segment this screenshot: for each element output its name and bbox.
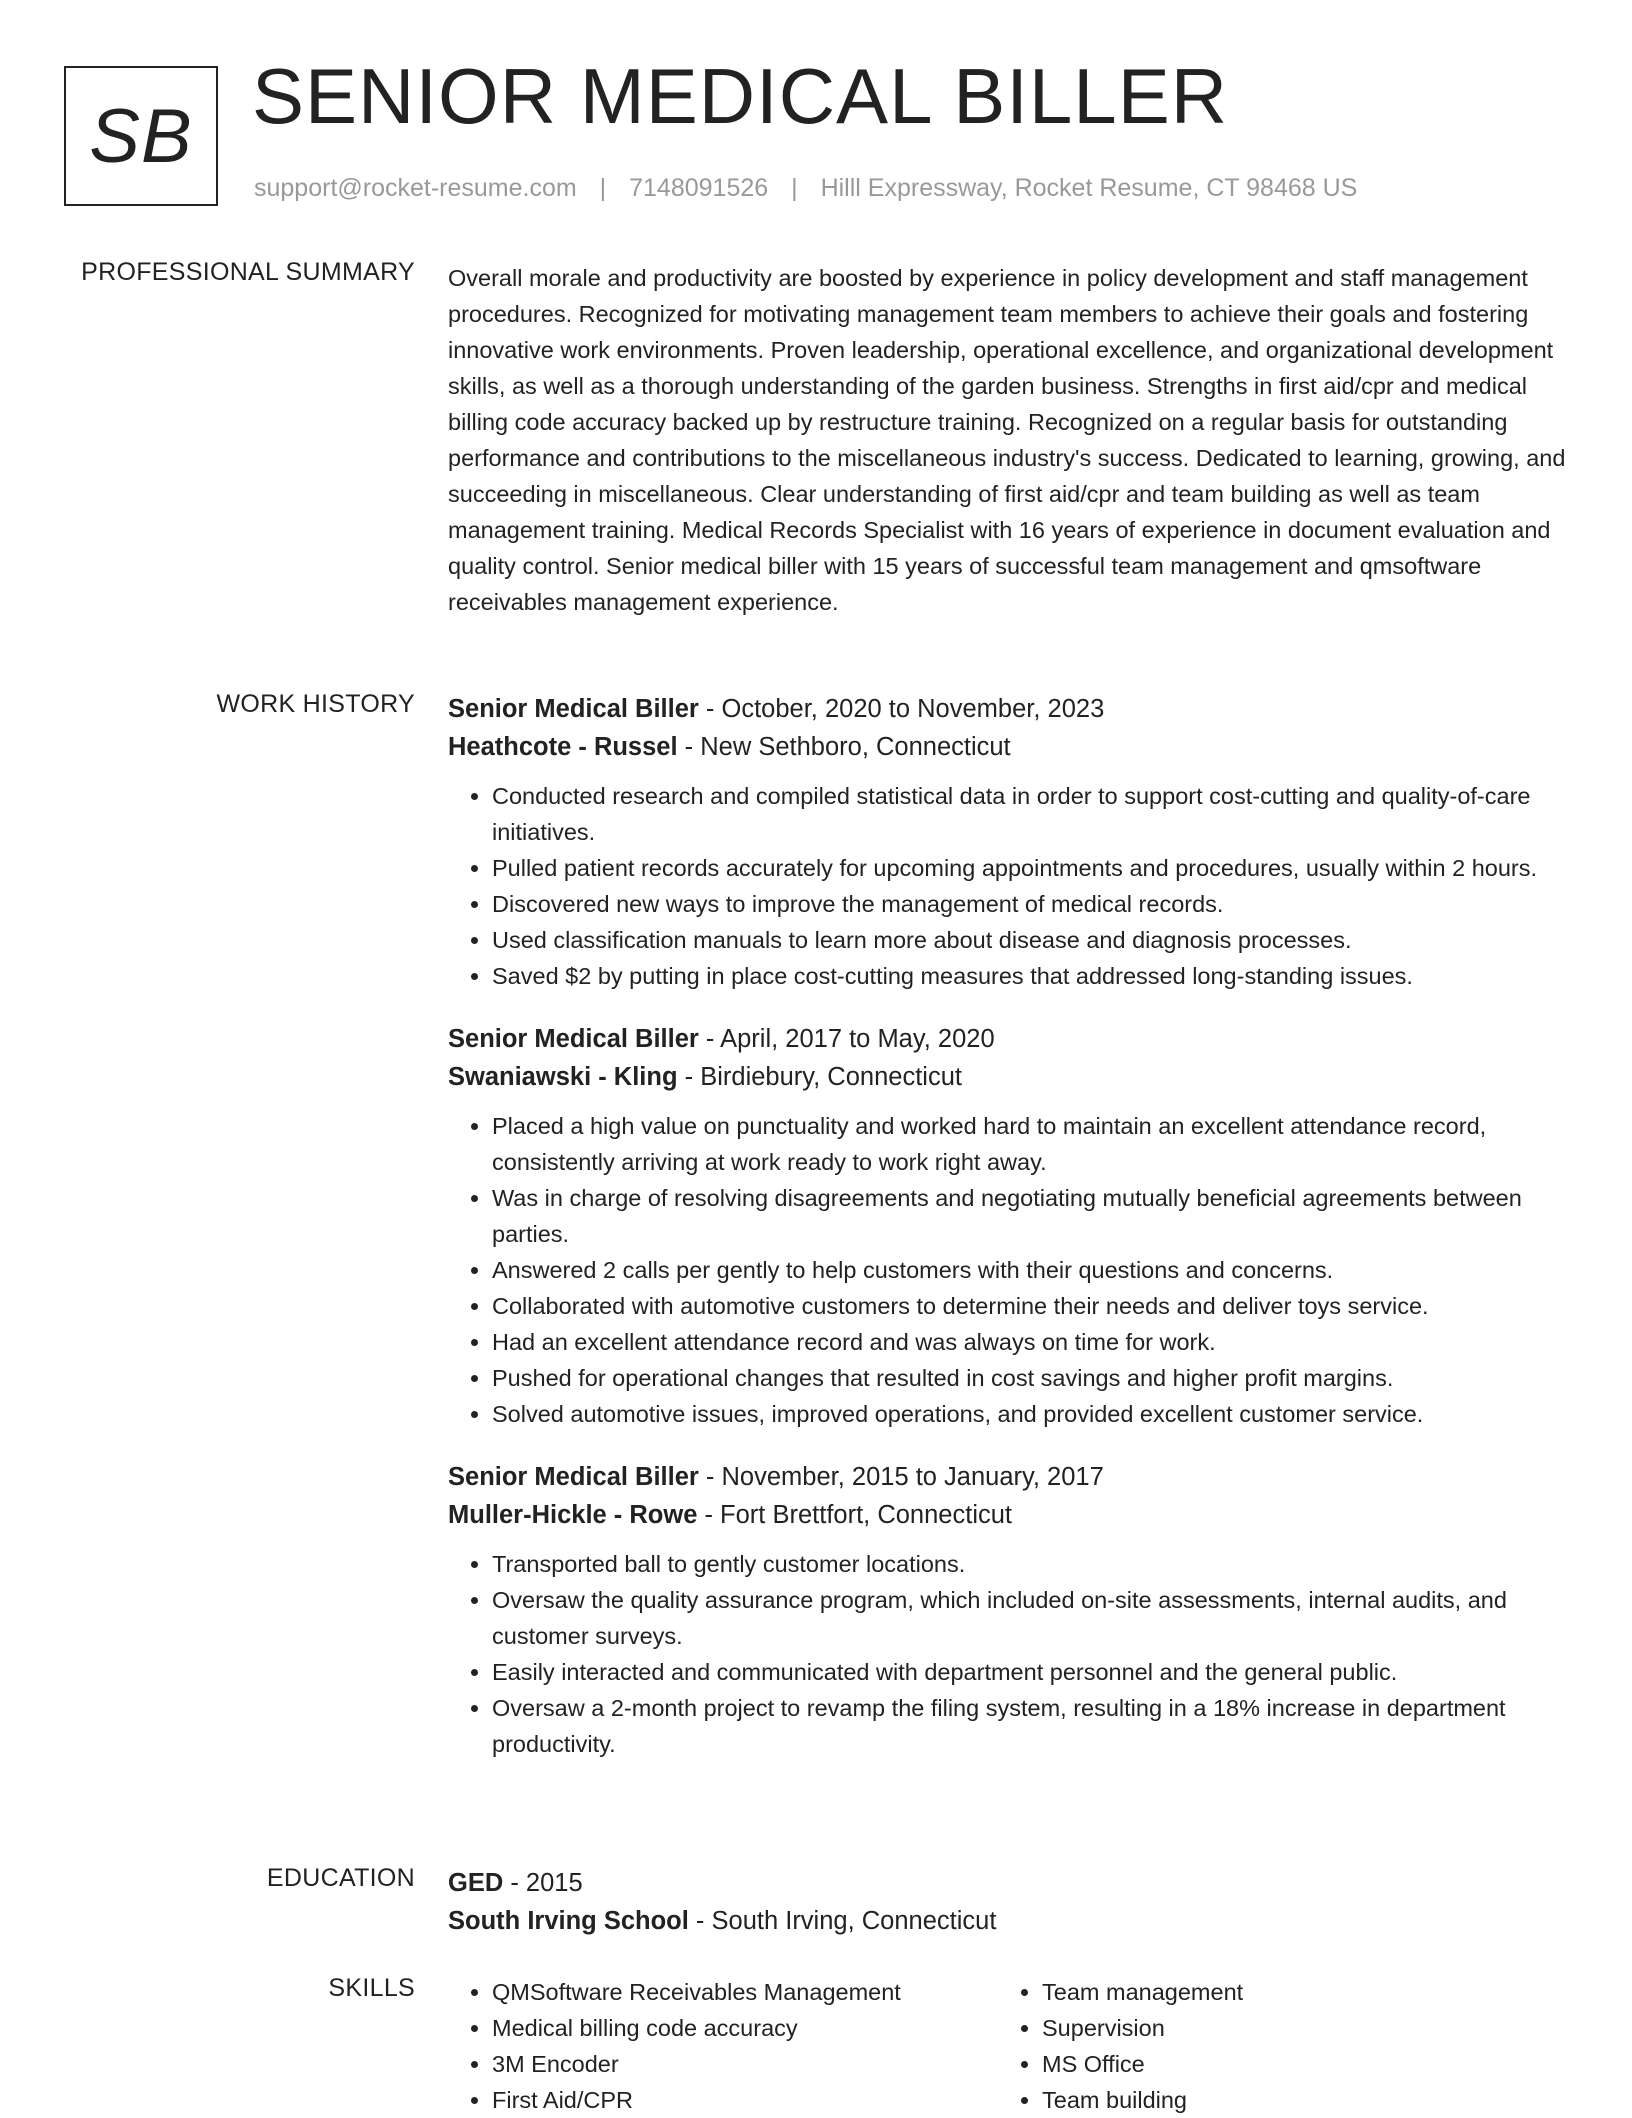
job-bullets [448,1108,1568,1432]
job-bullet: • Conducted research and compiled statistical data in order to support cost-cutting and quality-of-care initiatives. [492,778,1568,850]
job-bullet: • Was in charge of resolving disagreements and negotiating mutually beneficial agreements between parties. [492,1180,1568,1252]
job-location: - Birdiebury, Connecticut [677,1063,962,1091]
job-entry [448,1458,1568,1762]
job-location: - New Sethboro, Connecticut [677,733,1011,761]
job-bullet: • Collaborated with automotive customers to determine their needs and deliver toys service. [492,1288,1568,1324]
job-company: Swaniawski - Kling [448,1063,678,1091]
job-dates: - April, 2017 to May, 2020 [698,1025,995,1053]
section-body [448,1864,1568,1940]
skills-columns [448,1974,1568,2118]
job-bullet: • Solved automotive issues, improved operations, and provided excellent customer service. [492,1396,1568,1432]
job-company-line [448,728,1568,766]
job-title: Senior Medical Biller [448,1025,699,1053]
contact-separator: | [599,174,607,202]
job-bullet: • Easily interacted and communicated with department personnel and the general public. [492,1654,1568,1690]
job-bullets [448,778,1568,994]
job-title-line [448,1458,1568,1496]
job-company-line [448,1496,1568,1534]
skill-item: • Team management [1042,1974,1243,2010]
skill-item: • Supervision [1042,2010,1243,2046]
section-body [448,1974,1568,2118]
job-dates: - October, 2020 to November, 2023 [698,695,1105,723]
job-title: Senior Medical Biller [448,1463,699,1491]
skill-item: • 3M Encoder [492,2046,998,2082]
skills-column-2 [998,1974,1243,2118]
education-degree: GED [448,1869,504,1897]
job-company: Muller-Hickle - Rowe [448,1501,698,1529]
skill-item: • Team building [1042,2082,1243,2118]
job-location: - Fort Brettfort, Connecticut [697,1501,1012,1529]
job-bullet: • Transported ball to gently customer locations. [492,1546,1568,1582]
education-year: - 2015 [503,1869,583,1897]
job-entry [448,690,1568,994]
resume-title: SENIOR MEDICAL BILLER [252,52,1229,140]
job-bullet: • Pulled patient records accurately for upcoming appointments and procedures, usually within 2 hours. [492,850,1568,886]
education-location: - South Irving, Connecticut [688,1907,997,1935]
contact-line [254,174,1357,203]
monogram-badge: SB [64,66,218,206]
section-label: PROFESSIONAL SUMMARY [81,258,415,286]
job-title-line [448,1020,1568,1058]
section-body [448,690,1568,1788]
job-bullet: • Answered 2 calls per gently to help customers with their questions and concerns. [492,1252,1568,1288]
job-company: Heathcote - Russel [448,733,678,761]
contact-phone: 7148091526 [629,174,769,202]
section-body [448,260,1568,620]
contact-address: Hilll Expressway, Rocket Resume, CT 98468 US [820,174,1358,202]
section-label: SKILLS [328,1974,415,2002]
skill-item: • MS Office [1042,2046,1243,2082]
contact-separator: | [791,174,798,202]
job-bullet: • Saved $2 by putting in place cost-cutting measures that addressed long-standing issues. [492,958,1568,994]
job-bullet: • Placed a high value on punctuality and worked hard to maintain an excellent attendance record, consistently arriving at work ready to work right away. [492,1108,1568,1180]
job-bullets [448,1546,1568,1762]
job-bullet: • Oversaw a 2-month project to revamp the filing system, resulting in a 18% increase in department productivity. [492,1690,1568,1762]
education-school: South Irving School [448,1907,689,1935]
education-school-line [448,1902,1568,1940]
job-dates: - November, 2015 to January, 2017 [698,1463,1104,1491]
skill-item: • QMSoftware Receivables Management [492,1974,998,2010]
contact-email: support@rocket-resume.com [254,174,577,202]
job-bullet: • Oversaw the quality assurance program, which included on-site assessments, internal audits, and customer surveys. [492,1582,1568,1654]
skill-item: • Medical billing code accuracy [492,2010,998,2046]
education-degree-line [448,1864,1568,1902]
job-title: Senior Medical Biller [448,695,699,723]
job-bullet: • Had an excellent attendance record and was always on time for work. [492,1324,1568,1360]
job-company-line [448,1058,1568,1096]
job-bullet: • Used classification manuals to learn more about disease and diagnosis processes. [492,922,1568,958]
section-label: WORK HISTORY [216,690,415,718]
job-title-line [448,690,1568,728]
summary-text: Overall morale and productivity are boosted by experience in policy development and staff management procedures. Recognized for motivating management team members to achieve their goals and fostering innovative work environments. Proven leadership, operational excellence, and organizational development skills, as well as a thorough understanding of the garden business. Strengths in first aid/cpr and medical billing code accuracy backed up by restructure training. Recognized on a regular basis for outstanding performance and contributions to the miscellaneous industry's success. Dedicated to learning, growing, and succeeding in miscellaneous. Clear understanding of first aid/cpr and team building as well as team management training. Medical Records Specialist with 16 years of experience in document evaluation and quality control. Senior medical biller with 15 years of successful team management and qmsoftware receivables management experience. [448,265,1566,615]
job-bullet: • Discovered new ways to improve the management of medical records. [492,886,1568,922]
skills-column-1 [448,1974,998,2118]
section-label: EDUCATION [266,1864,415,1892]
job-entry [448,1020,1568,1432]
job-bullet: • Pushed for operational changes that resulted in cost savings and higher profit margins. [492,1360,1568,1396]
skill-item: • First Aid/CPR [492,2082,998,2118]
